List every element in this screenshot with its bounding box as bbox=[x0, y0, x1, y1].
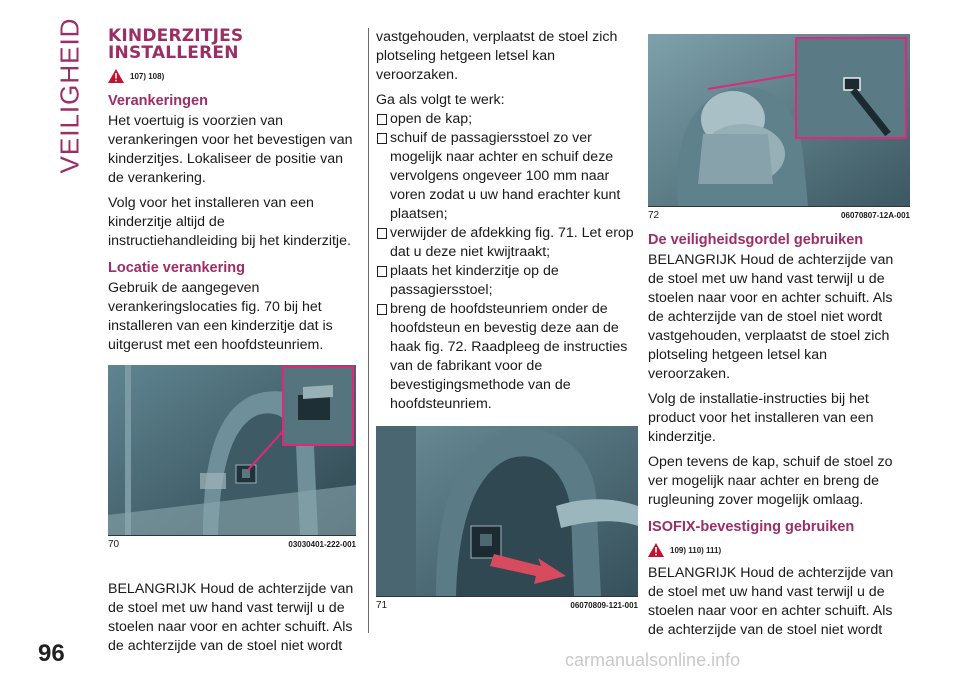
figure-code: 06070809-121-001 bbox=[570, 601, 638, 610]
warning-reference bbox=[648, 542, 910, 558]
list-item: verwijder de afdekking fig. 71. Let erop dat u deze niet kwijtraakt; bbox=[376, 224, 638, 262]
column-3 bbox=[648, 28, 910, 646]
warning-refs: 109) 110) 111) bbox=[670, 545, 722, 555]
side-tab-label: VEILIGHEID bbox=[54, 17, 85, 173]
side-tab bbox=[50, 17, 90, 173]
figure-72 bbox=[648, 34, 910, 221]
paragraph: Gebruik de aangegeven verankeringslocaties fig. 70 bij het installeren van een kinderzitje dat is uitgerust met een hoofdsteunriem. bbox=[108, 280, 333, 353]
paragraph: BELANGRIJK Houd de achterzijde van de stoel met uw hand vast terwijl u de stoelen naar voor en achter schuift. Als de achterzijde van de stoel niet wordt bbox=[108, 581, 354, 654]
figure-code: 03030401-222-001 bbox=[288, 540, 356, 549]
heading-isofix: ISOFIX-bevestiging gebruiken bbox=[648, 519, 855, 535]
checkbox-bullet-icon bbox=[377, 114, 387, 125]
paragraph: Het voertuig is voorzien van verankeringen voor het bevestigen van kinderzitjes. Lokaliseer de positie van de verankering. bbox=[108, 113, 353, 186]
figure-72-image bbox=[648, 34, 910, 206]
paragraph: Open tevens de kap, schuif de stoel zo ver mogelijk naar achter en breng de rugleuning zover mogelijk omlaag. bbox=[648, 454, 893, 508]
checkbox-bullet-icon bbox=[377, 133, 387, 144]
column-1 bbox=[108, 28, 356, 662]
page-number: 96 bbox=[38, 640, 65, 667]
figure-caption bbox=[108, 535, 356, 550]
warning-refs: 107) 108) bbox=[130, 71, 165, 81]
figure-number: 72 bbox=[648, 210, 660, 221]
checkbox-bullet-icon bbox=[377, 304, 387, 315]
warning-triangle-icon bbox=[108, 69, 124, 83]
figure-70-image bbox=[108, 365, 356, 535]
figure-caption bbox=[376, 596, 638, 611]
figure-70 bbox=[108, 365, 356, 550]
section-title: KINDERZITJES INSTALLEREN bbox=[108, 26, 244, 63]
figure-71 bbox=[376, 426, 638, 611]
figure-71-image bbox=[376, 426, 638, 596]
heading-belt: De veiligheidsgordel gebruiken bbox=[648, 232, 864, 248]
paragraph: Volg voor het installeren van een kinderzitje altijd de instructiehandleiding bij het kinderzitje. bbox=[108, 195, 351, 249]
heading-anchors: Verankeringen bbox=[108, 93, 208, 109]
list-item: breng de hoofdsteunriem onder de hoofdsteun en bevestig deze aan de haak fig. 72. Raadpleeg de instructies van de fabrikant voor de bevestigingsmethode van de hoofdsteunriem. bbox=[376, 300, 638, 414]
warning-triangle-icon bbox=[648, 543, 664, 557]
step-list bbox=[376, 110, 638, 414]
figure-code: 06070807-12A-001 bbox=[841, 211, 910, 220]
heading-location: Locatie verankering bbox=[108, 260, 245, 276]
list-item: open de kap; bbox=[376, 110, 638, 129]
warning-reference bbox=[108, 68, 356, 84]
figure-caption bbox=[648, 206, 910, 221]
column-2 bbox=[368, 28, 638, 633]
list-item: schuif de passagiersstoel zo ver mogelijk naar achter en schuif deze vervolgens ongeveer 100 mm naar voren zodat u uw hand erachter kunt plaatsen; bbox=[376, 129, 638, 224]
paragraph: vastgehouden, verplaatst de stoel zich plotseling hetgeen letsel kan veroorzaken. bbox=[376, 29, 618, 83]
figure-number: 70 bbox=[108, 539, 120, 550]
paragraph: Volg de installatie-instructies bij het product voor het installeren van een kinderzitje. bbox=[648, 391, 874, 445]
checkbox-bullet-icon bbox=[377, 228, 387, 239]
checkbox-bullet-icon bbox=[377, 266, 387, 277]
list-item: plaats het kinderzitje op de passagiersstoel; bbox=[376, 262, 638, 300]
watermark: carmanualsonline.info bbox=[565, 650, 741, 670]
paragraph: BELANGRIJK Houd de achterzijde van de stoel met uw hand vast terwijl u de stoelen naar voor en achter schuift. Als de achterzijde van de stoel niet wordt vastgehouden, verplaatst de stoel zich plotseling hetgeen letsel kan veroorzaken. bbox=[648, 252, 894, 382]
paragraph: Ga als volgt te werk: bbox=[376, 92, 505, 108]
figure-number: 71 bbox=[376, 600, 388, 611]
paragraph: BELANGRIJK Houd de achterzijde van de stoel met uw hand vast terwijl u de stoelen naar voor en achter schuift. Als de achterzijde van de stoel niet wordt bbox=[648, 565, 894, 638]
